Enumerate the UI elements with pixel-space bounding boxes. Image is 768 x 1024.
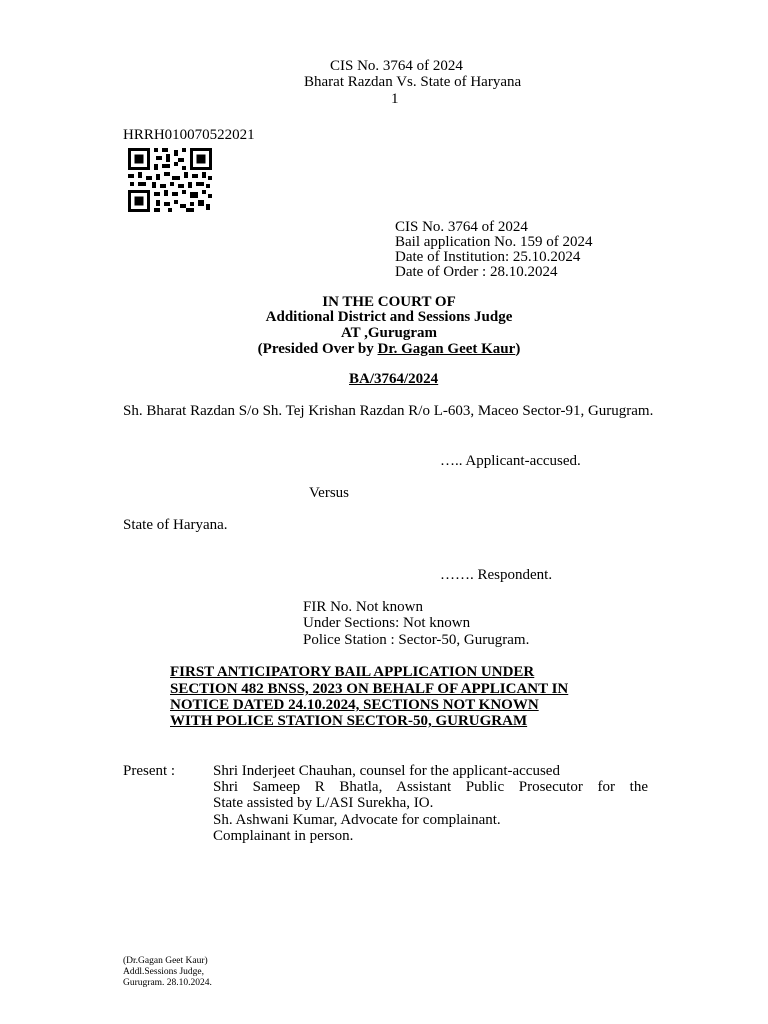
respondent-role: ……. Respondent. <box>440 567 553 583</box>
present-line: Shri Sameep R Bhatla, Assistant Public Prosecutor for the <box>213 779 648 795</box>
court-name: Additional District and Sessions Judge <box>265 309 513 325</box>
application-title-line: FIRST ANTICIPATORY BAIL APPLICATION UNDER <box>170 664 535 680</box>
judge-name: Dr. Gagan Geet Kaur <box>377 341 516 357</box>
application-title-line: SECTION 482 BNSS, 2023 ON BEHALF OF APPLICANT IN <box>170 681 569 697</box>
header-parties: Bharat Razdan Vs. State of Haryana <box>304 74 522 90</box>
application-title-line: NOTICE DATED 24.10.2024, SECTIONS NOT KNOWN <box>170 697 539 713</box>
applicant-role: ….. Applicant-accused. <box>440 453 581 469</box>
presided-suffix: ) <box>515 341 521 357</box>
footer-judge-name: (Dr.Gagan Geet Kaur) <box>123 956 208 966</box>
respondent-name: State of Haryana. <box>123 517 228 533</box>
present-line: Shri Inderjeet Chauhan, counsel for the applicant-accused <box>213 763 560 779</box>
qr-code-icon <box>128 148 212 212</box>
court-heading: IN THE COURT OF <box>322 294 456 310</box>
present-line: Sh. Ashwani Kumar, Advocate for complainant. <box>213 812 501 828</box>
present-line: Complainant in person. <box>213 828 354 844</box>
versus-label: Versus <box>309 485 349 501</box>
bail-application-number: Bail application No. 159 of 2024 <box>395 234 593 250</box>
case-cis-number: CIS No. 3764 of 2024 <box>395 219 528 235</box>
footer-designation: Addl.Sessions Judge, <box>123 967 205 977</box>
court-location: AT ,Gurugram <box>340 325 438 341</box>
fir-number: FIR No. Not known <box>303 599 424 615</box>
under-sections: Under Sections: Not known <box>303 615 471 631</box>
present-line: State assisted by L/ASI Surekha, IO. <box>213 795 434 811</box>
application-title-line: WITH POLICE STATION SECTOR-50, GURUGRAM <box>170 713 528 729</box>
presided-over-line <box>194 341 584 357</box>
applicant-details: Sh. Bharat Razdan S/o Sh. Tej Krishan Razdan R/o L-603, Maceo Sector-91, Gurugram. <box>123 403 654 419</box>
header-cis-number: CIS No. 3764 of 2024 <box>330 58 463 74</box>
police-station: Police Station : Sector-50, Gurugram. <box>303 632 530 648</box>
footer-place-date: Gurugram. 28.10.2024. <box>123 978 212 988</box>
page-number: 1 <box>391 91 399 107</box>
cnr-number: HRRH010070522021 <box>123 127 255 143</box>
date-of-order: Date of Order : 28.10.2024 <box>395 264 558 280</box>
date-of-institution: Date of Institution: 25.10.2024 <box>395 249 581 265</box>
presided-prefix: (Presided Over by <box>257 341 378 357</box>
present-label: Present : <box>123 763 176 779</box>
case-number: BA/3764/2024 <box>349 371 439 387</box>
